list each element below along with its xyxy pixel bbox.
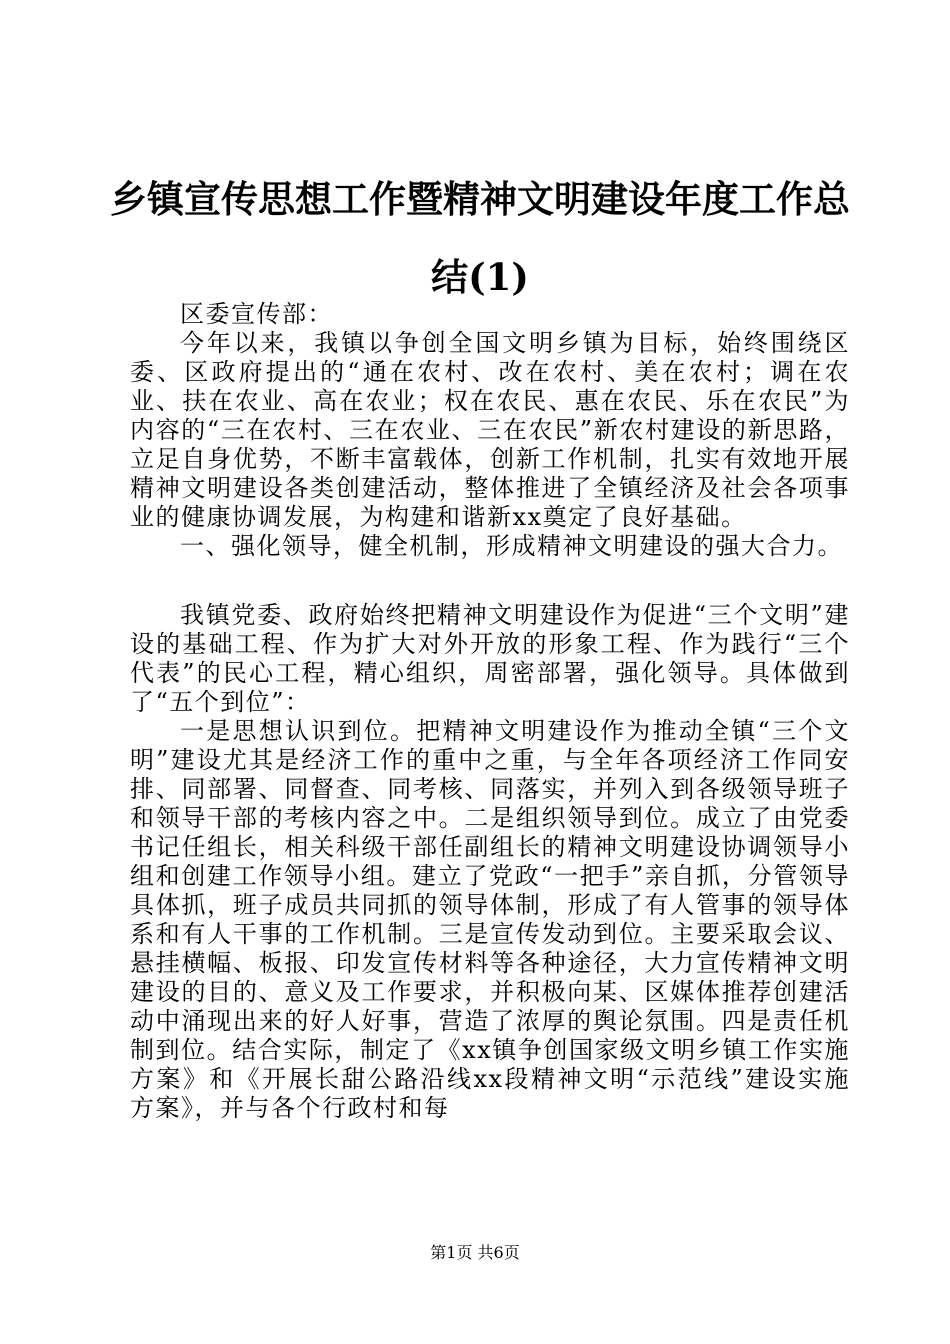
paragraph-five-in-place: 一是思想认识到位。把精神文明建设作为推动全镇“三个文明”建设尤其是经济工作的重中之重，与全年各项经济工作同安排、同部署、同督查、同考核、同落实，并列入到各级领导班子和领导干部的考核内容之中。二是组织领导到位。成立了由党委书记任组长，相关科级干部任副组长的精神文明建设协调领导小组和创建工作领导小组。建立了党政“一把手”亲自抓，分管领导具体抓，班子成员共同抓的领导体制，形成了有人管事的领导体系和有人干事的工作机制。三是宣传发动到位。主要采取会议、悬挂横幅、板报、印发宣传材料等各种途径，大力宣传精神文明建设的目的、意义及工作要求，并积极向某、区媒体推荐创建活动中涌现出来的好人好事，营造了浓厚的舆论氛围。四是责任机制到位。结合实际，制定了《xx镇争创国家级文明乡镇工作实施方案》和《开展长甜公路沿线xx段精神文明“示范线”建设实施方案》，并与各个行政村和每 [130,717,850,1122]
document-title: 乡镇宣传思想工作暨精神文明建设年度工作总结(1) [110,177,850,299]
paragraph-leadership: 我镇党委、政府始终把精神文明建设作为促进“三个文明”建设的基础工程、作为扩大对外开放的形象工程、作为践行“三个代表”的民心工程，精心组织，周密部署，强化领导。具体做到了“五个到位”： [130,601,850,716]
page-number-footer: 第1页 共6页 [430,1243,520,1262]
section-heading-1: 一、强化领导，健全机制，形成精神文明建设的强大合力。 [180,532,843,560]
paragraph-intro: 今年以来，我镇以争创全国文明乡镇为目标，始终围绕区委、区政府提出的“通在农村、改在农村、美在农村；调在农业、扶在农业、高在农业；权在农民、惠在农民、乐在农民”为内容的“三在农村、三在农业、三在农民”新农村建设的新思路，立足自身优势，不断丰富载体，创新工作机制，扎实有效地开展精神文明建设各类创建活动，整体推进了全镇经济及社会各项事业的健康协调发展，为构建和谐新xx奠定了良好基础。 [130,329,850,531]
salutation: 区委宣传部： [180,300,333,328]
document-body [130,300,850,1123]
